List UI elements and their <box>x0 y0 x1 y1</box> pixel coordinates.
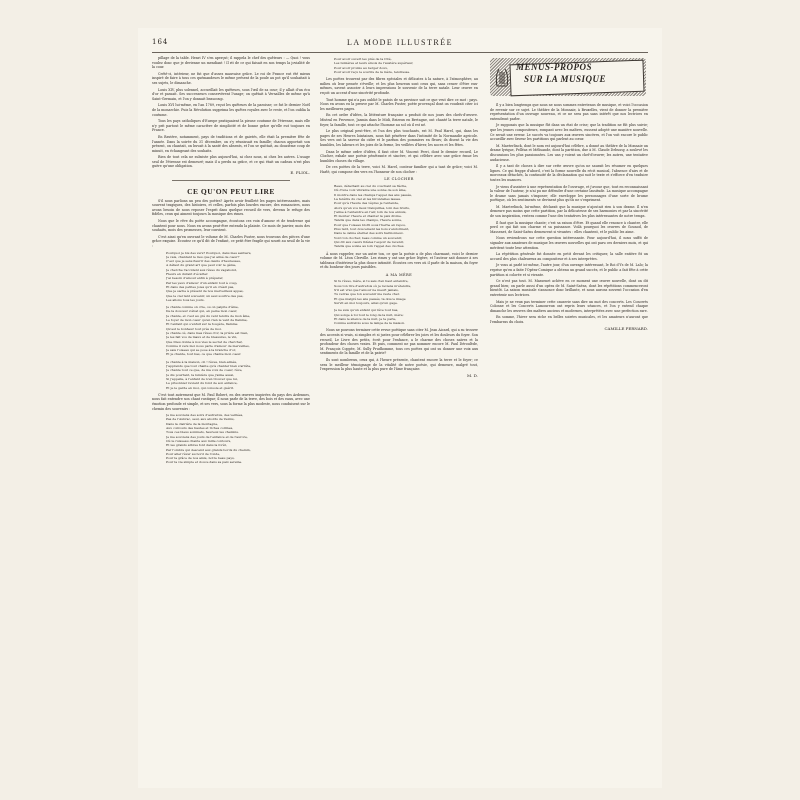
journal-title: LA MODE ILLUSTRÉE <box>347 38 453 47</box>
poem-line: Si tu rêves, mère, si tu sais d'en haut entendre, <box>334 279 409 284</box>
poem-line: Pour avoir promis au berger doux, <box>334 65 388 70</box>
poem-line: J'aime à l'entendre en l'air, loin de nos ennuis, <box>334 209 407 214</box>
paragraph: Tous les pays catholiques d'Europe pratiquaient la pieuse coutume de l'étrenne, mais elle n'y prit partout le même caractère de simplicité et de bonne grâce qu'elle eut toujours en France. <box>152 119 310 133</box>
poem-line: Que Dieu donne à nos vies le secret de chercher, <box>166 339 243 344</box>
poem-line: Et je le garde en moi, qui console et guérit. <box>166 385 235 390</box>
paragraph: Il faut que la musique chante; c'est sa raison d'être. Et quand elle renonce à chanter, elle perd ce qui fait son charme et sa puissance. Voilà pourquoi les œuvres de Gounod, de Massenet, de Saint-Saëns demeurent si vivantes : elles chantent, et le public les aime. <box>490 220 648 234</box>
paragraph: Je vous ai parlé ici-même, l'autre jour, d'un ouvrage intéressant, le Roi d'Ys de M. Lalo; la reprise qu'en a faite l'Opéra-Comique a obtenu un grand succès, et le public a fait fête à cette partition si colorée et si vivante. <box>490 263 648 277</box>
poem-line: Le foyer de mon cœur qu'en rien le vent de flamme, <box>166 318 248 323</box>
poem-line: Je ne suis qu'un enfant qui rêve tout bas, <box>334 308 399 313</box>
poem-line: Beau, détachant au ciel du couchant sa flèche, <box>334 184 408 189</box>
paragraph: Je viens d'assister à une représentation de l'ouvrage, et j'avoue que, tout en reconnaissant la valeur de l'auteur, je n'ai pu me défendre d'une certaine lassitude. La musique accompagne le drame sans jamais s'imposer; elle enveloppe les personnages d'une sorte de brume poétique, où les sentiments se devinent plus qu'ils ne s'expriment. <box>490 184 648 203</box>
paragraph: M. Maeterlinck, lui-même, déclarait que la musique n'ajoutait rien à son drame. Il n'en demeure pas moins que cette partition, par la délicatesse de ses harmonies et par la sincérité de son inspiration, restera comme l'une des tentatives les plus intéressantes de notre temps. <box>490 204 648 219</box>
poem-line: Par les yeux d'amour d'un enfant tout à coup, <box>166 280 238 285</box>
poem-line: Je me souviens des soirs d'autrefois, des veillées, <box>166 413 244 418</box>
poem-line: Comme autrefois sous la lampe de la maison. <box>334 321 406 326</box>
poem-line: Et dans le silence de la nuit, je te parle, <box>334 316 397 321</box>
col2-paragraphs-3 <box>320 328 478 371</box>
paragraph: pillage de la table. Henri IV s'en aperçut; il rappela le chef des quêteurs : — Quoi ! vous voulez donc que je devienne un mendiant ! Il rit de ce qui faisait en son temps la jovialité de la cour. <box>152 56 310 70</box>
col2-paragraphs <box>320 77 478 174</box>
poem-line: Je chante à la maison, oh ! rêves, bien-aimés, <box>166 359 238 364</box>
poem-line: Survit en moi toujours, ainsi qu'un gage. <box>334 300 398 305</box>
paragraph: Ils sont nombreux, ceux qui, à l'heure présente, chantent encore la terre et le foyer; ce sera le meilleur témoignage de la vitalité de notre poésie, qui demeure, malgré tout, l'expression la plus haute et la plus pure de l'âme française. <box>320 358 478 372</box>
poem-line: Qu'est le bonheur tout près de moi. <box>166 326 222 331</box>
poem-line: Tous ces bleus sommets, heureux les chemins. <box>166 430 239 435</box>
poem-line: Plus tard, tout doucement les bois s'endorment, <box>334 227 410 232</box>
paragraph: Les poètes trouvent par des fibres spéciales et délicates à la nature, à l'atmosphère, au milieu où leur pensée s'éveille; et les plus heureux sont ceux qui, sans cesser d'être eux-mêmes, savent associer à leurs impressions le souvenir de la terre natale. Leur œuvre en reçoit un accent d'une sincérité profonde. <box>320 77 478 95</box>
poem-line: Et je chante, tout bas, ce que chante mon cœur. <box>166 352 242 357</box>
poem-line: La fenêtre du ciel et les hirondelles lasses. <box>334 196 402 201</box>
paragraph: Nous ne pouvons terminer cette revue poétique sans citer M. Jean Aicard, qui a su trouver des accents si vrais, si simples et si justes pour célébrer les joies et les douleurs du foyer. Son recueil, Le Livre des petits, écrit pour l'enfance, a le charme des choses naïves et la profondeur des choses vraies. Et puis, comment ne pas nommer encore M. Paul Déroulède, M. François Coppée, M. Sully Prudhomme, tous ces poètes qui ont su donner une voix aux sentiments de la famille et de la patrie? <box>320 328 478 356</box>
section-header-illustration <box>490 56 648 100</box>
poem-line: Pour qu'à l'heure des vêpres je l'entende, <box>334 201 399 206</box>
paragraph: De ces poètes de la terre, voici M. Harel, conteur familier qui a tant de grâce; voici M. Harlé, qui compose des vers en l'honneur de son clocher : <box>320 165 478 174</box>
poem-line: Pour la vie simple et douce dans sa paix sereine. <box>166 460 243 465</box>
poem-line: Tandis que dans les champs, l'heure sonne, <box>334 218 403 223</box>
poem-line: Qui dit aux cœurs fidèles l'espoir de revenir, <box>334 239 404 244</box>
running-head <box>152 36 648 50</box>
paragraph: En Bavière, notamment, pays de traditions et de gaietés, elle était la première fête de l'année. Dans la soirée du 31 décembre, on s'y réunissait en famille; chacun apportait son présent, on chantait, on buvait à la santé des absents, et l'on se quittait, au douzième coup de minuit, en échangeant des souhaits. <box>152 134 310 153</box>
paragraph: Mais je ne veux pas terminer cette causerie sans dire un mot des concerts. Les Concerts Colonne et les Concerts Lamoureux ont repris leurs séances, et l'on y entend chaque dimanche les œuvres des maîtres anciens et modernes, interprétées avec une perfection rare. <box>490 299 648 313</box>
page <box>138 28 662 788</box>
paragraph: Tout homme qui n'a pas oublié le patois de sa province sait ce que veut dire ce mot : pays. Nous en avons eu la preuve par M. Charles Fuster, poète provençal dont on voudrait citer ici les meilleures pages. <box>320 97 478 111</box>
poem-1 <box>166 251 302 303</box>
poem-line: S'il est vrai que l'amour ne meurt jamais, <box>334 288 399 293</box>
paragraph: À nous rappeler, sur un autre ton, ce que la poésie a de plus charmant, voici le dernier volume de M. Léon Clerville. Les rimes y ont une grâce légère, et l'auteur sait donner à ses tableaux d'intérieur la plus douce intimité. Écoutez ces vers où il parle de la maison, du foyer et du bonheur des jours paisibles. <box>320 251 478 270</box>
poem-line: J'ai besoin d'amour enfin à préparer, <box>166 276 224 281</box>
poem-line: A défaut du grand art que peut voir le génie, <box>166 263 237 268</box>
poem-line: Pour avoir reçu le sourire de la mère, tendresse. <box>334 69 411 74</box>
poem-top <box>334 57 470 74</box>
paragraph: S'il nous parlions un peu des poètes? Après avoir feuilleté les pages intéressantes, mais souvent tragiques, des histoires, et celles, parfois plus lourdes encore, des romanciers, nous avons besoin de nous reposer l'esprit dans quelque recueil de vers, devenu le refuge des fidèles, ceux qui aiment toujours la musique des rimes. <box>152 198 310 217</box>
poem-line: Je cherche l'accident aux rêves du vagabond, <box>166 267 237 272</box>
poem-line: Et que malgré les ans passés, ta douce image <box>334 296 406 301</box>
col1-intro <box>152 56 310 169</box>
poem-clocher <box>334 184 470 248</box>
col2-paragraphs-2 <box>320 252 478 270</box>
paragraph: Le plus original peut-être, et l'un des plus touchants, est M. Paul Harel, qui, dans les pages de ses Heures lointaines, nous fait pénétrer dans l'intimité de la Normandie agricole. Ses vers ont la saveur du cidre et le parfum des pommiers en fleurs; ils disent la vie des humbles, les labeurs et les joies de la ferme, les veillées d'hiver, les noces et les fêtes. <box>320 129 478 147</box>
poem-line: Je me souviens des jours de l'enfance et de l'aurore, <box>166 434 248 439</box>
poem-line: Pour la grâce de nos amis, notre beau pays, <box>166 456 235 461</box>
poem-line: Et l'enfant qui s'enfuit sur la fougère, flamme <box>166 322 238 327</box>
section-title: CE QU'ON PEUT LIRE <box>187 186 275 196</box>
paragraph: C'est ainsi qu'en ouvrant le volume de M. Charles Fuster, nous trouvons des pièces d'une grâce exquise. Écoutez ce qu'il dit de l'enfant, ce petit être fragile qui sourit au seuil de la vie : <box>152 234 310 248</box>
paragraph: C'est tout autrement que M. Paul Robert, en des œuvres inspirées du pays des Ardennes, nous fait entendre son chant rustique; il nous parle de la terre, des bois et des eaux, avec une émotion profonde et simple, et ses vers, sous la forme la plus modeste, nous conduisent sur le chemin des souvenirs : <box>152 392 310 411</box>
paragraph: Louis XIV, plus solennel, accueillait les quêteurs, sous l'œil de sa cour; il y allait d'un écu d'or et passait. Ses successeurs conservèrent l'usage; on quêtait à Versailles de même qu'à Saint-Germain, et l'on y donnait beaucoup. <box>152 87 310 101</box>
poem-line: De la douceur s'ébat qui, en peine mon cœur, <box>166 309 238 314</box>
paragraph: En somme, l'hiver sera riche en belles soirées musicales, et les amateurs n'auront que l'embarras du choix. <box>490 315 648 324</box>
paragraph: Ce n'est pas tout. M. Massenet achève en ce moment une œuvre nouvelle, dont on dit grand bien; on parle aussi d'un opéra de M. Saint-Saëns, dont les répétitions commenceront bientôt. La saison musicale s'annonce donc brillante, et nous aurons souvent l'occasion d'en entretenir nos lectrices. <box>490 279 648 297</box>
poem-line: Et les grands arbres font dans la forêt, <box>166 443 227 448</box>
page-number: 164 <box>152 38 169 46</box>
poem-line: Je vais, chantant le lieu que j'ai aimé de cœur? <box>166 254 240 259</box>
poem-line: Que le ciel tant souvenir, un seul sourire des pas, <box>166 293 244 298</box>
poem-line: Que je sache à présent de nos merveilleux appas, <box>166 289 244 294</box>
signature-1: E. PLIOL. <box>290 170 310 176</box>
poem-line: Pas de l'Aubrac, seul, aux abords de Vezins, <box>166 417 235 422</box>
poem-line: Je les fait vos de maux et de blessures, le vin, <box>166 335 238 340</box>
poem-line: Je chante comme on crie, ou on palpite d'âme, <box>166 305 239 310</box>
poem-line: Pour aller rêver au bord de l'onde, <box>166 451 221 456</box>
poem-line: Les allons tous les jours. <box>166 297 205 302</box>
poem-3 <box>166 360 302 390</box>
paragraph: Nous reviendrons sur cette question intéressante. Pour aujourd'hui, il nous suffit de signaler aux amateurs de musique les œuvres nouvelles qui ont paru ces derniers mois, et qui méritent toute leur attention. <box>490 236 648 250</box>
paragraph: Rien de tout cela ne subsiste plus aujourd'hui, ni chez nous, ni chez les autres. L'usage seul de l'étrenne est demeuré; mais il a perdu sa grâce, et ce qui était un cadeau n'est plus guère qu'une obligation. <box>152 155 310 169</box>
column-1 <box>152 56 310 784</box>
poem-line: Et dans des petites joies qu'il en créait pas, <box>166 284 235 289</box>
paragraph: Il y a tant de choses à dire sur cette œuvre qu'on ne saurait les résumer en quelques lignes. Ce qui frappe d'abord, c'est la forme nouvelle du récit musical, l'absence d'airs et de morceaux détachés, la continuité de la déclamation qui suit le texte et s'efforce d'en traduire toutes les nuances. <box>490 164 648 182</box>
poem-title-mere: A MA MÈRE <box>385 272 413 277</box>
paragraph: Il y a bien longtemps que nous ne nous sommes entretenus de musique, et voici l'occasion de revenir sur ce sujet. Le théâtre de la Monnaie, à Bruxelles, vient de donner la première représentation d'un ouvrage nouveau, et ce ne sera pas sans intérêt que nos lectrices en entendront parler. <box>490 103 648 121</box>
poem-line: Tandis que sonne au loin l'appel des cloches. <box>334 244 405 249</box>
poem-line: Qui songe à toi tout le long de la nuit, mère; <box>334 312 404 317</box>
poem-line: Il montre dans les champs l'appel des ans passés, <box>334 192 412 197</box>
paragraph: Crété-ci, intérieur, ne fut que d'assez mauvaise grâce. Le roi de France eut été mieux inspiré de faire à tous ces quémandeurs le même présent de la poule au pot qu'il souhaitait à ses sujets, le dimanche. <box>152 71 310 85</box>
poem-line: Le prisonnier revient du fond de son enfance, <box>166 381 238 386</box>
poem-line: J'apprends que tout chante qu'à chanter bien s'arrête, <box>166 364 252 369</box>
poem-line: Je dis pourtant, la lumière que j'aime aussi, <box>166 372 235 377</box>
poem-line: Alors qu'en vos lieux tranquilles, loin des bruits, <box>334 205 410 210</box>
poem-line: Par l'ombre qui descend aux grands bords du chemin, <box>166 447 251 452</box>
paragraph: M. Maeterlinck, dont le nom est aujourd'hui célèbre, a donné au théâtre de la Monnaie un drame lyrique, Pelléas et Mélisande, dont la partition, due à M. Claude Debussy, a soulevé les discussions les plus passionnées. Les uns y voient un chef-d'œuvre; les autres, une tentative audacieuse. <box>490 143 648 162</box>
poem-4 <box>166 413 302 465</box>
section-rule <box>172 180 290 181</box>
col3-paragraphs <box>490 103 648 325</box>
poem-line: Où le ruisseau chante aux mille contours, <box>166 438 232 443</box>
col1-paragraphs-2 <box>152 393 310 411</box>
poem-line: Pour que l'oiseau blotti sous l'herbe en repos, <box>334 222 406 227</box>
paragraph: En cet ordre d'idées, la littérature française a produit de nos jours des chefs-d'œuvre. Mistral en Provence, Jasmin dans le Midi, Brizeux en Bretagne, ont chanté la terre natale, le foyer, la famille, tout ce qui attache l'homme au sol où il est né. <box>320 113 478 127</box>
lyre-icon <box>494 66 510 88</box>
poem-line: Aux contours des hautes et riches collines, <box>166 426 234 431</box>
paragraph: La répétition générale fut donnée en petit devant les critiques; la salle entière fit un accueil des plus chaleureux au compositeur et à ses interprètes. <box>490 252 648 261</box>
paragraph: Dans le même ordre d'idées, il faut citer M. Vincent Ferri, dont le dernier recueil, Le Clocher, exhale une poésie pénétrante et sincère, et qui célèbre avec une grâce émue les humbles choses du village. <box>320 149 478 163</box>
poem-line: Les lumières et leurs émois de l'austère supérieur, <box>334 61 414 66</box>
poem-line: Je sais l'oiseau qui se pose à la branche d'or, <box>166 348 236 353</box>
poem-line: Dans le calme éternel des soirs harmonieux. <box>334 231 404 236</box>
column-3 <box>490 56 648 784</box>
poem-2 <box>166 305 302 357</box>
poem-line: Pour avoir ouvert les prés de la Cité, <box>334 57 392 61</box>
poem-line: Je chante, et c'est au gré du vent tendre de mon âme, <box>166 313 251 318</box>
signature-3: CAMILLE PERNARD. <box>604 325 648 331</box>
poem-line: Où d'une voix vibrante une sonne de son âme, <box>334 188 407 193</box>
poem-line: Voici ton clocher, beau comme un souvenir, <box>334 235 402 240</box>
header-rule <box>152 52 648 53</box>
poem-title-clocher: LE CLOCHER <box>384 177 414 182</box>
signature-2: M. D. <box>467 372 478 378</box>
poem-line: Pourquoi je bis des vers? Pourquoi, dans mes sentiers, <box>166 250 252 255</box>
poem-line: Si j'appelle, à l'enfant de n'en trouver que lui, <box>166 376 238 381</box>
col1-paragraphs <box>152 199 310 249</box>
section-title-line-1: MENUS-PROPOS <box>516 62 593 72</box>
poem-line: Et monter l'heure et chanter la paix divine. <box>334 214 402 219</box>
poem-line: Je chante où, dans mes rêves d'or, la prière est bien, <box>166 330 249 335</box>
poem-line: Sous ton rire d'autrefois où je reviens m'étendre, <box>334 283 412 288</box>
poem-line: Comme il vers moi nous parle d'amour de merveilles, <box>166 343 250 348</box>
poem-line: Je chante tout ce que, de ma voix de coeur, rêve, <box>166 368 243 373</box>
column-2 <box>320 56 478 784</box>
poem-line: Tu verras que ton souvenir me reste cher. <box>334 292 400 297</box>
paragraph: Nous que le rêve du poète accompagne, écoutons ces voix d'amour et de tendresse qui chantent pour nous. Nous en avons peut-être entendu la plainte. Ce mois de janvier, mois des souhaits, mois des promesses, leur convient. <box>152 219 310 233</box>
poem-line: C'est que je sens fleurir des deuils d'heureuses, <box>166 259 241 264</box>
paragraph: Je supposais que la musique fût dans un état de crise; que la tradition ne fût plus suivie; que les jeunes compositeurs, rompant avec les maîtres, eussent adopté une manière nouvelle. Ce serait une erreur. Le succès va toujours aux œuvres sincères, et l'on voit encore le public accueillir avec faveur les partitions qui parlent au cœur. <box>490 123 648 142</box>
poem-line: Fleurs en durant d'écarter. <box>166 272 209 277</box>
poem-mere <box>334 279 470 305</box>
paragraph: Louis XVI lui-même, en l'an 1789, reçut les quêteurs de la paroisse; ce fut le dernier Noël de la monarchie. Puis la Révolution supprima les quêtes royales avec le reste, et l'on oublia la coutume. <box>152 103 310 117</box>
poem-line: Dans la clairière de la montagne, <box>166 421 219 426</box>
section-title-line-2: SUR LA MUSIQUE <box>524 74 607 84</box>
poem-mere-2 <box>334 308 470 325</box>
